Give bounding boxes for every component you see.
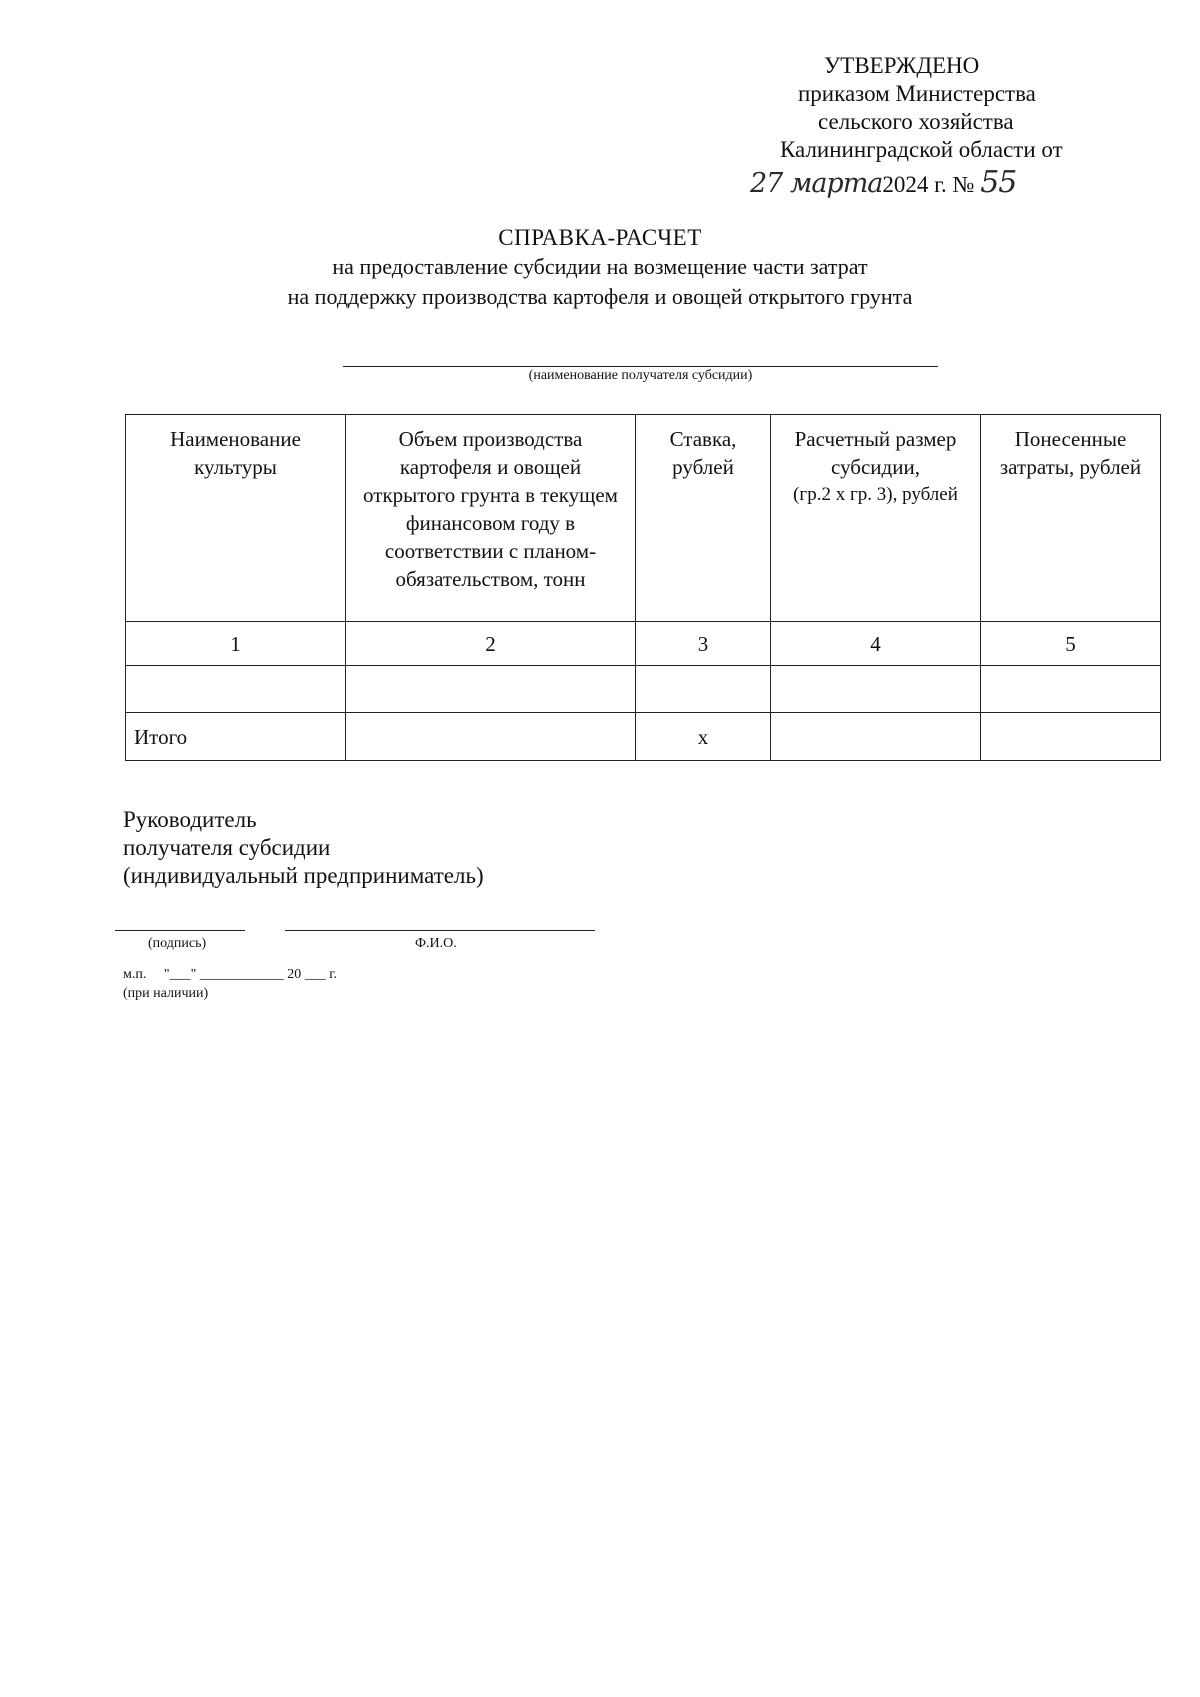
column-number: 3: [636, 622, 771, 666]
table-row: [126, 666, 1161, 713]
document-subtitle: на предоставление субсидии на возмещение части затрат: [332, 254, 868, 279]
column-number-row: [126, 622, 1161, 666]
total-rate-cell: х: [636, 713, 771, 761]
column-number: 5: [981, 622, 1161, 666]
approval-line: Калининградской области от: [780, 137, 1063, 162]
table-cell: [126, 666, 346, 713]
header-rate: Ставка, рублей: [636, 415, 771, 622]
table-cell: [346, 666, 636, 713]
header-subsidy-formula: (гр.2 х гр. 3), рублей: [793, 484, 958, 505]
approval-date-printed: 2024 г. №: [882, 172, 975, 197]
handwritten-date: 27 марта: [750, 168, 883, 199]
table-cell: [636, 666, 771, 713]
header-subsidy-label: Расчетный размер субсидии,: [794, 427, 957, 479]
signer-line: получателя субсидии: [123, 835, 331, 860]
document-title: СПРАВКА-РАСЧЕТ: [498, 225, 702, 250]
column-number: 1: [126, 622, 346, 666]
approval-line: сельского хозяйства: [818, 109, 1014, 134]
total-label: Итого: [126, 713, 346, 761]
approval-heading: УТВЕРЖДЕНО: [824, 53, 980, 78]
signer-line: (индивидуальный предприниматель): [123, 863, 484, 888]
stamp-note: (при наличии): [123, 986, 209, 1001]
table-cell: [771, 713, 981, 761]
signer-line: Руководитель: [123, 807, 257, 832]
document-subtitle: на поддержку производства картофеля и овощей открытого грунта: [287, 284, 913, 309]
column-number: 4: [771, 622, 981, 666]
full-name-caption: Ф.И.О.: [415, 936, 457, 951]
approval-line: приказом Министерства: [798, 81, 1036, 106]
header-expenses: Понесенные затраты, рублей: [981, 415, 1161, 622]
approval-date-line: [750, 165, 1017, 200]
calculation-table: [125, 414, 1161, 761]
signature-caption: (подпись): [148, 936, 207, 951]
table-cell: [981, 713, 1161, 761]
header-crop-name: Наименование культуры: [126, 415, 346, 622]
header-production-volume: Объем производства картофеля и овощей открытого грунта в текущем финансовом году в соответствии с планом-обязательством, тонн: [346, 415, 636, 622]
table-cell: [981, 666, 1161, 713]
header-subsidy-amount: [771, 415, 981, 622]
handwritten-number: 55: [980, 165, 1017, 200]
signer-block: [123, 806, 484, 890]
column-number: 2: [346, 622, 636, 666]
total-row: [126, 713, 1161, 761]
table-cell: [771, 666, 981, 713]
signature-line: [115, 930, 245, 931]
stamp-date-line: м.п. "___" ____________ 20 ___ г.: [123, 967, 337, 982]
recipient-name-line: [343, 366, 938, 367]
recipient-caption: (наименование получателя субсидии): [528, 368, 753, 383]
table-header-row: [126, 415, 1161, 622]
full-name-line: [285, 930, 595, 931]
table-cell: [346, 713, 636, 761]
